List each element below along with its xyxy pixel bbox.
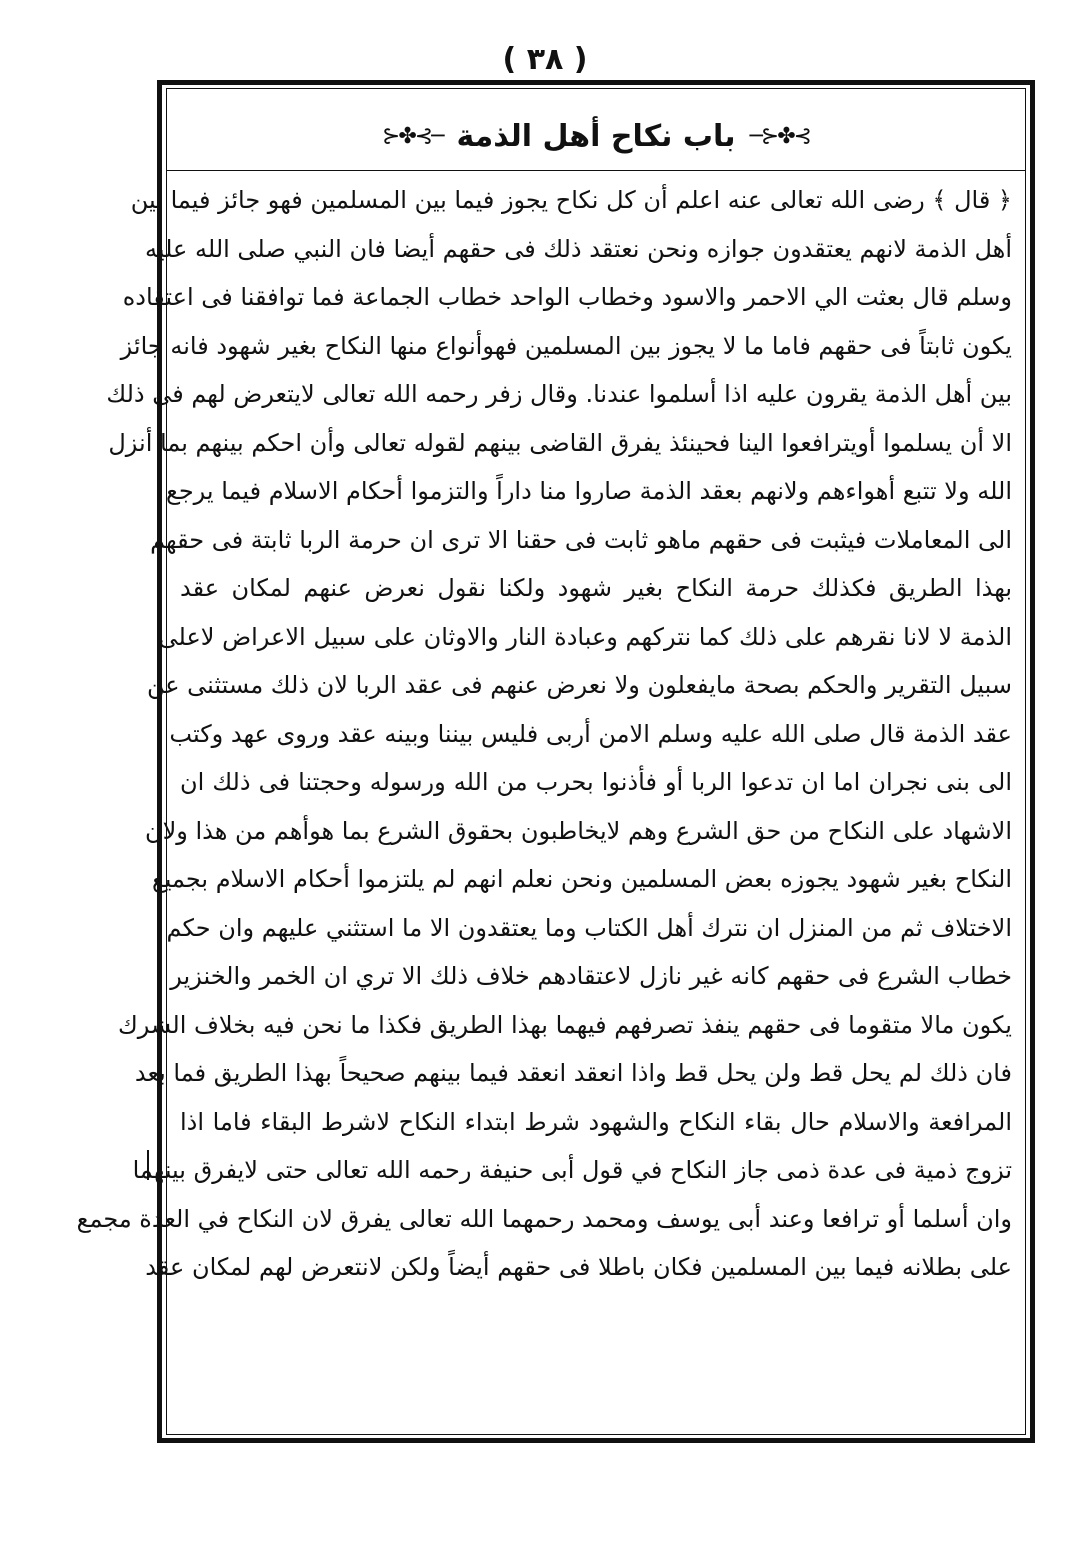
text-line: يكون ثابتاً فى حقهم فاما ما لا يجوز بين المسلمين فهوأنواع منها النكاح بغير شهود فانه جائز — [120, 331, 1012, 360]
text-line: وان أسلما أو ترافعا وعند أبى يوسف ومحمد رحمهما الله تعالى يفرق لان النكاح في العدة مجمع — [76, 1204, 1012, 1233]
text-line: الذمة لا لانا نقرهم على ذلك كما نتركهم وعبادة النار والاوثان على سبيل الاعراض لاعلى — [158, 622, 1012, 651]
text-line: فان ذلك لم يحل قط ولن يحل قط واذا انعقد انعقد فيما بينهم صحيحاً بهذا الطريق فما بعد — [134, 1059, 1012, 1087]
page-number: ( ٣٨ ) — [502, 42, 588, 77]
text-line: المرافعة والاسلام حال بقاء النكاح والشهود شرط ابتداء النكاح لاشرط البقاء فاما اذا — [180, 1107, 1012, 1136]
text-line: وسلم قال بعثت الي الاحمر والاسود وخطاب الواحد خطاب الجماعة فما توافقنا فى اعتقاده — [122, 283, 1012, 311]
text-line: الاختلاف ثم من المنزل ان نترك أهل الكتاب وما يعتقدون الا ما استثني عليهم وان حكم — [166, 913, 1012, 942]
text-line: بين أهل الذمة يقرون عليه اذا أسلموا عندنا. وقال زفر رحمه الله تعالى لايتعرض لهم فى ذلك — [106, 380, 1012, 408]
text-line: ﴿ قال ﴾ رضى الله تعالى عنه اعلم أن كل نكاح يجوز فيما بين المسلمين فهو جائز فيما بين — [130, 186, 1012, 214]
ornament-left-icon: ─⊱✤⊰ — [381, 123, 443, 149]
ornament-right-icon: ⊱✤⊰─ — [749, 123, 811, 149]
text-line: بهذا الطريق فكذلك حرمة النكاح بغير شهود ولكنا نقول نعرض عنهم لمكان عقد — [180, 574, 1012, 602]
text-line: النكاح بغير شهود يجوزه بعض المسلمين ونحن نعلم انهم لم يلتزموا أحكام الاسلام بجميع — [152, 865, 1012, 893]
text-line: يكون مالا متقوما فى حقهم ينفذ تصرفهم فيهما بهذا الطريق فكذا ما نحن فيه بخلاف الشرك — [118, 1010, 1012, 1039]
text-line: سبيل التقرير والحكم بصحة مايفعلون ولا نعرض عنهم فى عقد الربا لان ذلك مستثنى عن — [146, 671, 1012, 699]
text-line: على بطلانه فيما بين المسلمين فكان باطلا فى حقهم أيضاً ولكن لانتعرض لهم لمكان عقد — [145, 1253, 1012, 1281]
chapter-heading — [166, 108, 1026, 164]
text-line: الاشهاد على النكاح من حق الشرع وهم لايخاطبون بحقوق الشرع بما هوأهم من هذا ولان — [144, 816, 1012, 845]
text-line: الا أن يسلموا أويترافعوا الينا فحينئذ يفرق القاضى بينهم لقوله تعالى وأن احكم بينهم بما أنزل — [108, 428, 1012, 457]
heading-divider — [166, 170, 1026, 171]
text-line: الله ولا تتبع أهواءهم ولانهم بعقد الذمة صاروا منا داراً والتزموا أحكام الاسلام فيما يرجع — [166, 477, 1012, 505]
text-line: عقد الذمة قال صلى الله عليه وسلم الامن أربى فليس بيننا وبينه عقد وروى عهد وكتب — [169, 719, 1012, 748]
text-line: أهل الذمة لانهم يعتقدون جوازه ونحن نعتقد ذلك فى حقهم أيضا فان النبي صلى الله عليه — [145, 234, 1012, 263]
body-text — [76, 176, 1012, 1292]
text-line: الى المعاملات فيثبت فى حقهم ماهو ثابت فى حقنا الا ترى ان حرمة الربا ثابتة فى حقهم — [150, 525, 1012, 554]
chapter-title: باب نكاح أهل الذمة — [456, 118, 736, 154]
margin-mark — [147, 1150, 153, 1180]
text-line: الى بنى نجران اما ان تدعوا الربا أو فأذنوا بحرب من الله ورسوله وحجتنا فى ذلك ان — [180, 768, 1012, 796]
text-line: خطاب الشرع فى حقهم كانه غير نازل لاعتقادهم خلاف ذلك الا تري ان الخمر والخنزير — [170, 962, 1012, 990]
text-line: تزوج ذمية فى عدة ذمى جاز النكاح في قول أبى حنيفة رحمه الله تعالى حتى لايفرق بينهما — [132, 1156, 1012, 1184]
